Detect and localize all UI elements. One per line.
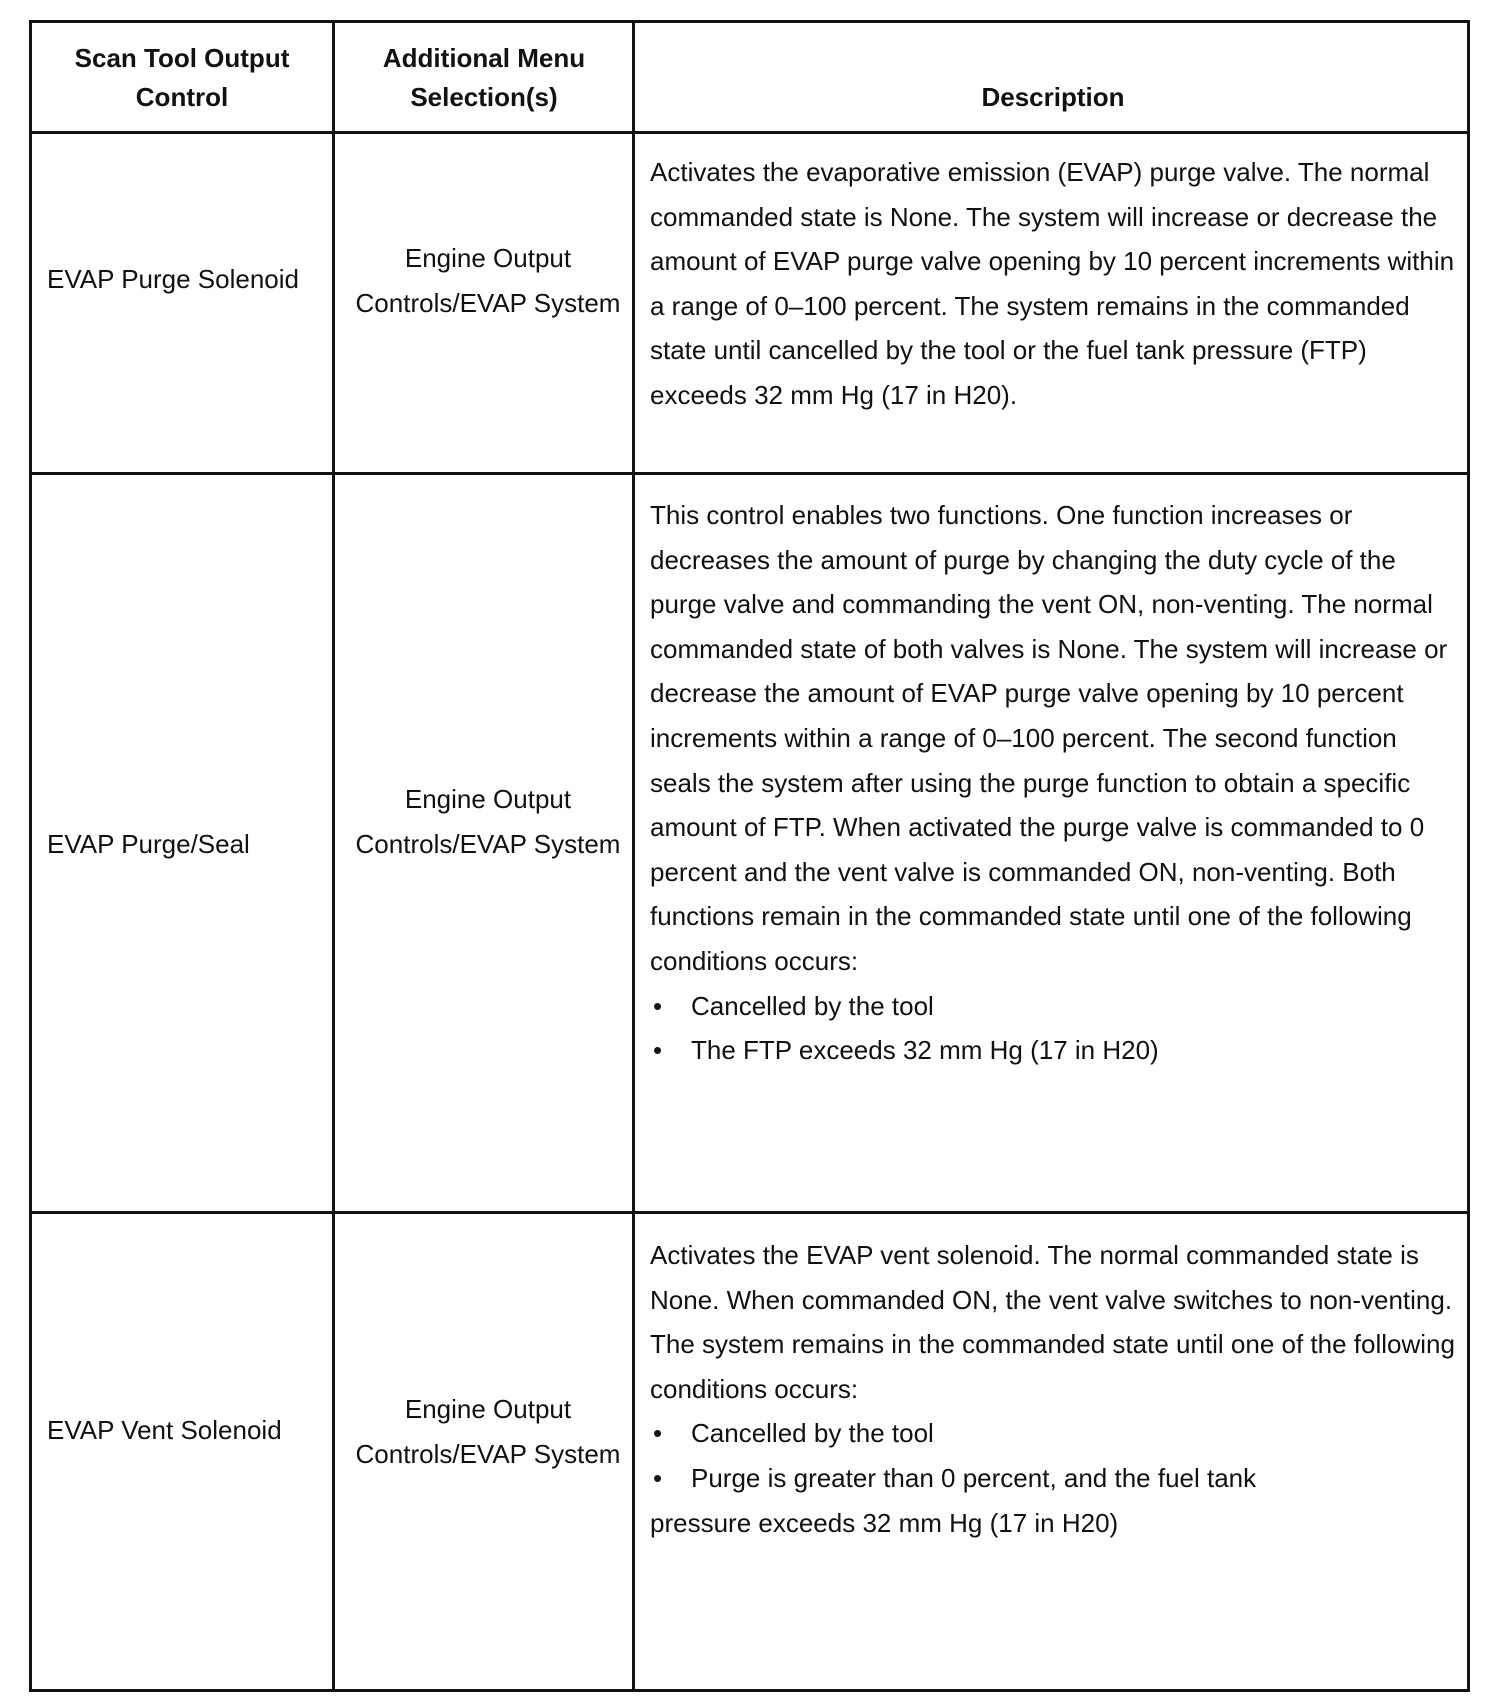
row-2-control: EVAP Purge/Seal [47,829,250,859]
description-trailing-text: pressure exceeds 32 mm Hg (17 in H20) [650,1507,1119,1538]
row-2-description [650,493,1460,1073]
row-1-menu: Engine Output Controls/EVAP System [355,243,621,318]
row-1-description [650,150,1460,418]
output-control-table [29,20,1470,1692]
description-text: Activates the evaporative emission (EVAP) purge valve. The normal commanded state is None. The system will increase or decrease the amount of EVAP purge valve opening by 10 percent increments within a range of 0–100 percent. The system remains in the commanded state until cancelled by the tool or the fuel tank pressure (FTP) exceeds 32 mm Hg (17 in H20). [650,157,1455,410]
column-divider [332,23,335,1689]
description-text: This control enables two functions. One function increases or decreases the amount of purge by changing the duty cycle of the purge valve and commanding the vent ON, non-venting. The normal commanded state of both valves is None. The system will increase or decrease the amount of EVAP purge valve opening by 10 percent increments within a range of 0–100 percent. The second function seals the system after using the purge function to obtain a specific amount of FTP. When activated the purge valve is commanded to 0 percent and the vent valve is commanded ON, non-venting. Both functions remain in the commanded state until one of the following conditions occurs: [650,500,1448,976]
row-2-menu: Engine Output Controls/EVAP System [355,784,621,859]
list-item: • Cancelled by the tool [650,1411,1460,1456]
row-3-menu: Engine Output Controls/EVAP System [355,1394,621,1469]
list-item: • Purge is greater than 0 percent, and the fuel tank [650,1456,1460,1501]
header-additional-menu-selections: Additional Menu Selection(s) [382,43,586,112]
row-divider [32,131,1467,134]
row-1-control: EVAP Purge Solenoid [47,264,299,294]
condition-list [650,984,1460,1073]
condition-list [650,1411,1460,1500]
row-divider [32,1211,1467,1214]
row-3-control: EVAP Vent Solenoid [47,1415,282,1445]
list-item: • Cancelled by the tool [650,984,1460,1029]
row-divider [32,472,1467,475]
row-3-description [650,1233,1460,1545]
description-text: Activates the EVAP vent solenoid. The normal commanded state is None. When commanded ON, the vent valve switches to non-venting. The system remains in the commanded state until one of the following conditions occurs: [650,1240,1455,1404]
header-scan-tool-output-control: Scan Tool Output Control [74,43,290,112]
list-item: • The FTP exceeds 32 mm Hg (17 in H20) [650,1028,1460,1073]
header-description: Description [981,82,1125,112]
